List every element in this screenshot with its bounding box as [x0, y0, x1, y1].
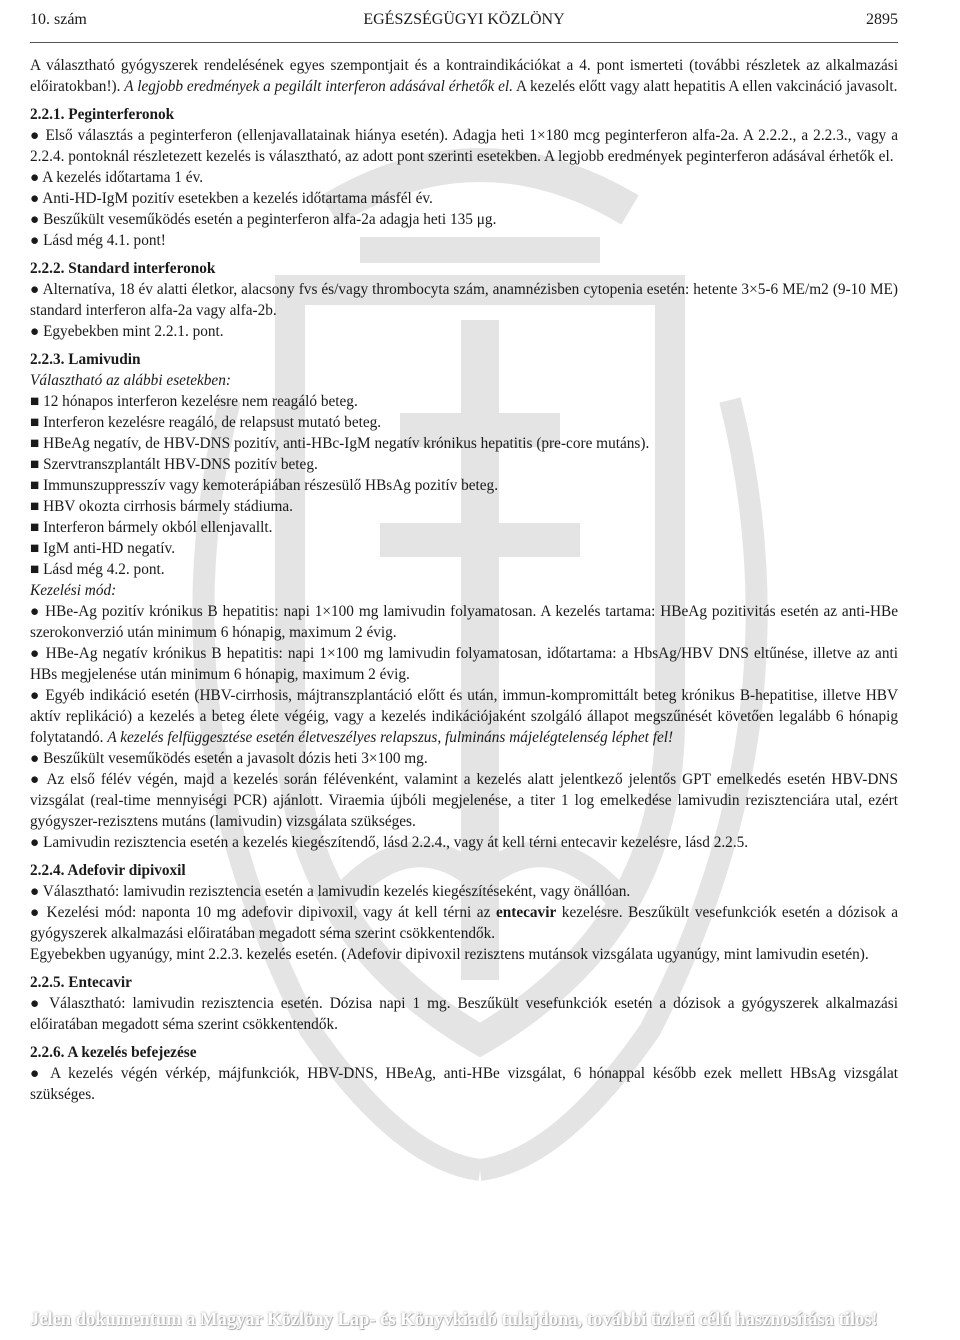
copyright-notice: Jelen dokumentum a Magyar Közlöny Lap- és Könyvkiadó tulajdona, további üzleti célú hasznosítása tilos! — [30, 1310, 878, 1330]
section-heading-2-2-6: 2.2.6. A kezelés befejezése — [30, 1044, 197, 1061]
paragraph: ● Beszűkült veseműködés esetén a javasolt dózis heti 3×100 mg. — [30, 750, 428, 767]
paragraph: Egyebekben ugyanúgy, mint 2.2.3. kezelés esetén. (Adefovir dipivoxil rezisztens mutánsok vizsgálata ugyanúgy, mint lamivudin esetén). — [30, 946, 869, 963]
warning-text: A kezelés felfüggesztése esetén életveszélyes relapszus, fulmináns májelégtelenség léphet fel! — [107, 729, 674, 746]
paragraph-text: ● Egyéb indikáció esetén (HBV-cirrhosis, májtranszplantáció előtt és után, immun-kompromittált beteg krónikus B-hepatitise, illetve HBV aktív replikáció) a kezelés a beteg élete végéig, vagy a kezelés indikációjaként szolgáló állapot megszűnését követően legalább 6 hónapig folytatandó. — [30, 687, 898, 746]
section-heading-2-2-5: 2.2.5. Entecavir — [30, 974, 132, 991]
bullet-item: ● Egyebekben mint 2.2.1. pont. — [30, 323, 224, 340]
paragraph: ● HBe-Ag negatív krónikus B hepatitis: napi 1×100 mg lamivudin folyamatosan, időtartama: a HbsAg/HBV DNS eltűnése, illetve az anti HBs megjelenése után minimum 6 hónapig, maximum 2 évig. — [30, 645, 898, 683]
paragraph: ● HBe-Ag pozitív krónikus B hepatitis: napi 1×100 mg lamivudin folyamatosan. A kezelés tartama: HBeAg pozitivitás esetén az anti-HBe szerokonverzió után minimum 6 hónapig, maximum 2 évig. — [30, 603, 898, 641]
page-header — [30, 6, 898, 43]
paragraph: ● Alternatíva, 18 év alatti életkor, alacsony fvs és/vagy thrombocyta szám, anamnézisben cytopenia esetén: hetente 3×5-6 ME/m2 (9-10 ME) standard interferon alfa-2a vagy alfa-2b. — [30, 281, 898, 319]
journal-title: EGÉSZSÉGÜGYI KÖZLÖNY — [363, 11, 565, 28]
paragraph: ● Az első félév végén, majd a kezelés során félévenként, valamint a kezelés alatt jelentkező jelentős GPT emelkedés esetén HBV-DNS vizsgálat (real-time mennyiségi PCR) ajánlott. Viraemia újbóli megjelenése, a titer 1 log emelkedése lamivudin rezisztenciára utal, ezért gyógyszer-rezisztens mutáns (lamivudin) vizsgálata szükséges. — [30, 771, 898, 830]
section-heading-2-2-1: 2.2.1. Peginterferonok — [30, 106, 175, 123]
list-item: ■ Lásd még 4.2. pont. — [30, 561, 165, 578]
list-item: ■ HBV okozta cirrhosis bármely stádiuma. — [30, 498, 294, 515]
subheading: Kezelési mód: — [30, 582, 117, 599]
paragraph: ● A kezelés végén vérkép, májfunkciók, HBV-DNS, HBeAg, anti-HBe vizsgálat, 6 hónappal később ezek mellett HBsAg vizsgálat szükséges. — [30, 1065, 898, 1103]
paragraph-text: kezelésre. Beszűkült vesefunkciók esetén a dózisok a gyógyszerek alkalmazási előiratában megadott séma szerint csökkentendők. — [30, 904, 898, 942]
bullet-item: ● Anti-HD-IgM pozitív esetekben a kezelés időtartama másfél év. — [30, 190, 433, 207]
list-item: ■ HBeAg negatív, de HBV-DNS pozitív, anti-HBc-IgM negatív krónikus hepatitis (pre-core mutáns). — [30, 435, 650, 452]
intro-text-end: A kezelés előtt vagy alatt hepatitis A ellen vakcináció javasolt. — [513, 78, 898, 95]
bullet-item: ● A kezelés időtartama 1 év. — [30, 169, 204, 186]
list-item: ■ 12 hónapos interferon kezelésre nem reagáló beteg. — [30, 393, 358, 410]
paragraph: ● Választható: lamivudin rezisztencia esetén a lamivudin kezelés kiegészítéseként, vagy önállóan. — [30, 883, 631, 900]
list-item: ■ Szervtranszplantált HBV-DNS pozitív beteg. — [30, 456, 318, 473]
paragraph — [30, 685, 898, 748]
document-page — [30, 0, 898, 1300]
bullet-item: ● Lásd még 4.1. pont! — [30, 232, 166, 249]
list-item: ■ Immunszuppresszív vagy kemoterápiában részesülő HBsAg pozitív beteg. — [30, 477, 499, 494]
bullet-item: ● Beszűkült veseműködés esetén a peginterferon alfa-2a adagja heti 135 μg. — [30, 211, 497, 228]
paragraph: ● Lamivudin rezisztencia esetén a kezelés kiegészítendő, lásd 2.2.4., vagy át kell térni entecavir kezelésre, lásd 2.2.5. — [30, 834, 749, 851]
intro-text: A választható gyógyszerek rendelésének egyes szempontjait és a kontraindikációkat a 4. pont ismerteti (további részletek az alkalmazási előiratokban!). — [30, 57, 898, 95]
paragraph — [30, 902, 898, 944]
paragraph: ● Választható: lamivudin rezisztencia esetén. Dózisa napi 1 mg. Beszűkült vesefunkciók esetén a dózisok a gyógyszerek alkalmazási előiratában megadott séma szerint csökkentendők. — [30, 995, 898, 1033]
drug-name: entecavir — [495, 904, 557, 921]
paragraph-text: ● Kezelési mód: naponta 10 mg adefovir dipivoxil, vagy át kell térni az — [30, 904, 496, 921]
intro-emphasis: A legjobb eredmények a pegilált interferon adásával érhetők el. — [124, 78, 513, 95]
subheading: Választható az alábbi esetekben: — [30, 372, 231, 389]
intro-paragraph — [30, 55, 898, 97]
list-item: ■ IgM anti-HD negatív. — [30, 540, 176, 557]
list-item: ■ Interferon bármely okból ellenjavallt. — [30, 519, 273, 536]
section-heading-2-2-3: 2.2.3. Lamivudin — [30, 351, 141, 368]
page-number: 2895 — [866, 11, 898, 28]
issue-number: 10. szám — [30, 11, 87, 28]
paragraph: ● Első választás a peginterferon (ellenjavallatainak hiánya esetén). Adagja heti 1×180 mcg peginterferon alfa-2a. A 2.2.2., a 2.2.3., vagy a 2.2.4. pontoknál részletezett kezelés is választható, az adott pont szerinti esetekben. A legjobb eredmények peginterferon adásával érhetők el. — [30, 127, 898, 165]
section-heading-2-2-2: 2.2.2. Standard interferonok — [30, 260, 216, 277]
list-item: ■ Interferon kezelésre reagáló, de relapsust mutató beteg. — [30, 414, 382, 431]
section-heading-2-2-4: 2.2.4. Adefovir dipivoxil — [30, 862, 186, 879]
